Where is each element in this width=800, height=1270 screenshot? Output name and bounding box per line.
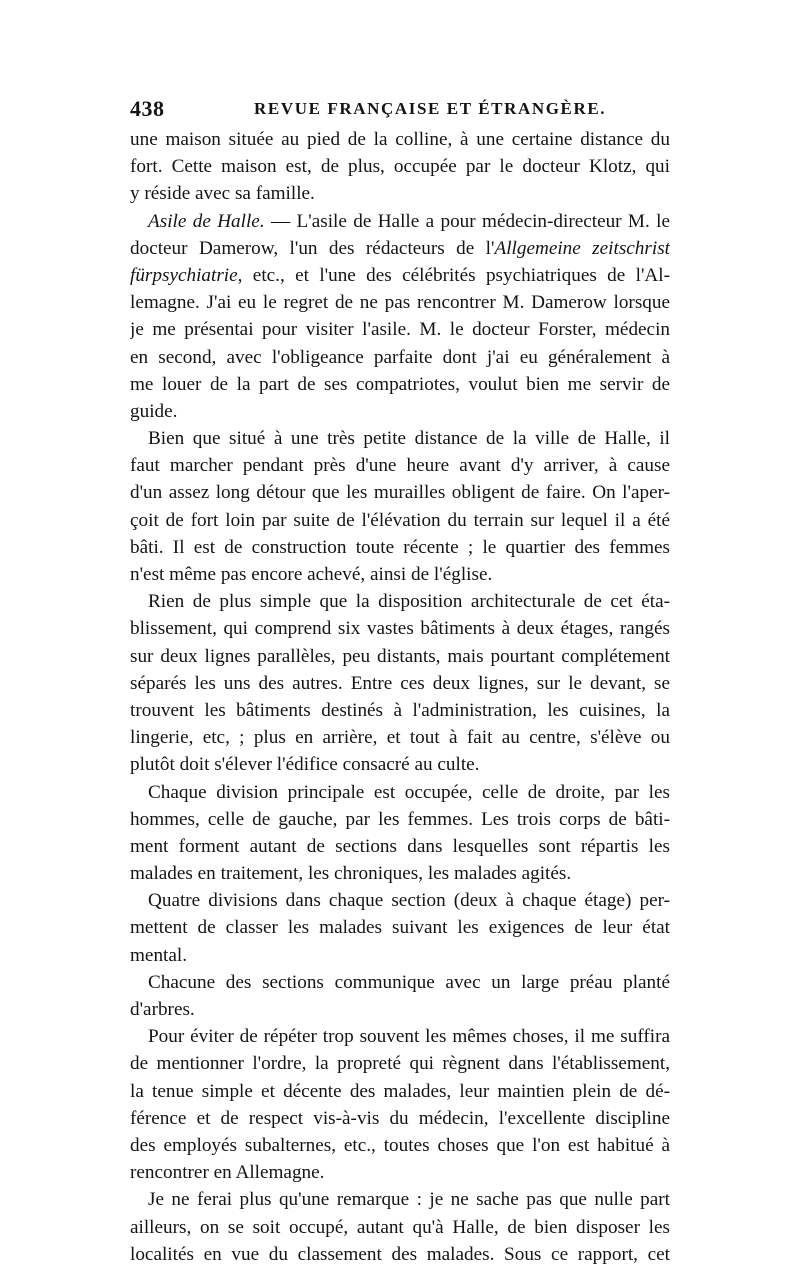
italic-text: Allgemeine zeitschrist: [494, 237, 670, 259]
text-line: n'est même pas encore achevé, ainsi de l'église.: [130, 564, 493, 585]
text-line: Pour éviter de répéter trop souvent les mêmes choses, il me suffira: [148, 1026, 670, 1048]
body-text: [130, 126, 670, 1268]
text-line: séparés les uns des autres. Entre ces deux lignes, sur le devant, se: [130, 672, 670, 694]
text-line: blissement, qui comprend six vastes bâtiments à deux étages, rangés: [130, 618, 670, 640]
text-line: plutôt doit s'élever l'édifice consacré au culte.: [130, 754, 480, 776]
text-segment: docteur Damerow, l'un des rédacteurs de l': [130, 237, 495, 259]
text-segment: — L'asile de Halle a pour médecin-directeur M. le: [264, 210, 670, 232]
running-title: REVUE FRANÇAISE ET ÉTRANGÈRE.: [254, 99, 607, 118]
text-line: Bien que situé à une très petite distance de la ville de Halle, il: [148, 428, 670, 450]
text-line: malades en traitement, les chroniques, les malades agités.: [130, 863, 572, 885]
text-line: d'un assez long détour que les murailles obligent de faire. On l'aper-: [130, 482, 670, 504]
text-line: guide.: [130, 400, 178, 422]
text-line: Chacune des sections communique avec un large préau planté: [148, 971, 670, 993]
text-line: me louer de la part de ses compatriotes, voulut bien me servir de: [130, 373, 670, 395]
text-line: bâti. Il est de construction toute récente ; le quartier des femmes: [130, 536, 670, 558]
text-line: ailleurs, on se soit occupé, autant qu'à Halle, de bien disposer les: [130, 1216, 670, 1238]
text-line: d'arbres.: [130, 999, 195, 1020]
text-line: Je ne ferai plus qu'une remarque : je ne sache pas que nulle part: [148, 1189, 670, 1211]
text-line: trouvent les bâtiments destinés à l'administration, les cuisines, la: [130, 699, 670, 721]
text-line: des employés subalternes, etc., toutes choses que l'on est habitué à: [130, 1134, 670, 1156]
text-line: sur deux lignes parallèles, peu distants, mais pourtant complétement: [130, 645, 670, 667]
text-line: une maison située au pied de la colline, à une certaine distance du: [130, 129, 670, 150]
text-line: [130, 262, 670, 289]
text-line: en second, avec l'obligeance parfaite dont j'ai eu généralement à: [130, 346, 670, 368]
text-line: hommes, celle de gauche, par les femmes. Les trois corps de bâti-: [130, 808, 670, 830]
italic-text: fürpsychiatrie: [130, 264, 238, 286]
text-line: faut marcher pendant près d'une heure avant d'y arriver, à cause: [130, 455, 670, 477]
page-header: [130, 96, 670, 124]
page-number: 438: [130, 96, 165, 121]
text-segment: , etc., et l'une des célébrités psychiatriques de l'Al-: [237, 264, 670, 286]
text-line: ment forment autant de sections dans lesquelles sont répartis les: [130, 835, 670, 857]
text-line: çoit de fort loin par suite de l'élévation du terrain sur lequel il a été: [130, 509, 670, 531]
text-line: Chaque division principale est occupée, celle de droite, par les: [148, 781, 670, 803]
text-line: [130, 235, 670, 262]
text-line: mental.: [130, 944, 188, 966]
text-line: lemagne. J'ai eu le regret de ne pas rencontrer M. Damerow lorsque: [130, 292, 670, 314]
text-line: localités en vue du classement des malades. Sous ce rapport, cet: [130, 1243, 670, 1265]
text-line: rencontrer en Allemagne.: [130, 1162, 325, 1184]
text-line: fort. Cette maison est, de plus, occupée par le docteur Klotz, qui: [130, 156, 670, 178]
text-line: férence et de respect vis-à-vis du médecin, l'excellente discipline: [130, 1107, 670, 1129]
italic-text: Asile de Halle.: [148, 210, 265, 232]
text-line: [130, 208, 670, 235]
text-line: Rien de plus simple que la disposition architecturale de cet éta-: [148, 591, 670, 613]
text-line: lingerie, etc, ; plus en arrière, et tout à fait au centre, s'élève ou: [130, 727, 670, 749]
text-line: je me présentai pour visiter l'asile. M. le docteur Forster, médecin: [130, 319, 670, 341]
text-line: Quatre divisions dans chaque section (deux à chaque étage) per-: [148, 890, 670, 912]
text-line: y réside avec sa famille.: [130, 183, 315, 205]
text-line: mettent de classer les malades suivant les exigences de leur état: [130, 917, 670, 939]
text-line: la tenue simple et décente des malades, leur maintien plein de dé-: [130, 1080, 670, 1102]
text-line: de mentionner l'ordre, la propreté qui règnent dans l'établissement,: [130, 1053, 670, 1075]
